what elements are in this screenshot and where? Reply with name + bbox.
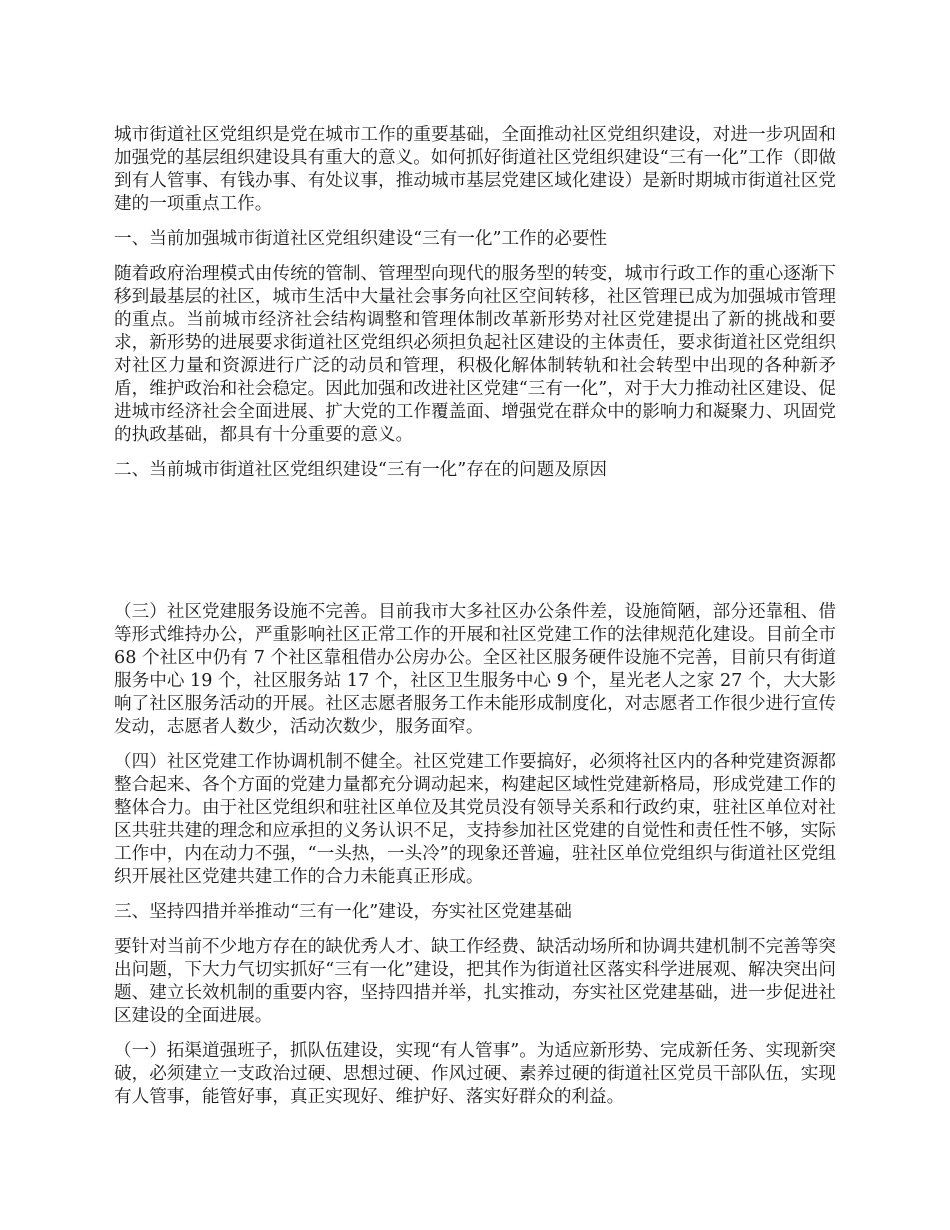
section-3-paragraph: 要针对当前不少地方存在的缺优秀人才、缺工作经费、缺活动场所和协调共建机制不完善等突出问题，下大力气切实抓好“三有一化”建设，把其作为街道社区落实科学进展观、解决突出问题、建立长效机制的重要内容，坚持四措并举，扎实推动，夯实社区党建基础，进一步促进社区建设的全面进展。: [114, 937, 836, 1026]
section-heading-3: 三、坚持四措并举推动“三有一化”建设，夯实社区党建基础: [114, 902, 572, 922]
section-1-paragraph: 随着政府治理模式由传统的管制、管理型向现代的服务型的转变，城市行政工作的重心逐渐下移到最基层的社区，城市生活中大量社会事务向社区空间转移，社区管理已成为加强城市管理的重点。当前城市经济社会结构调整和管理体制改革新形势对社区党建提出了新的挑战和要求，新形势的进展要求街道社区党组织必须担负起社区建设的主体责任，要求街道社区党组织对社区力量和资源进行广泛的动员和管理，积极化解体制转轨和社会转型中出现的各种新矛盾，维护政治和社会稳定。因此加强和改进社区党建“三有一化”，对于大力推动社区建设、促进城市经济社会全面进展、扩大党的工作覆盖面、增强党在群众中的影响力和凝聚力、巩固党的执政基础，都具有十分重要的意义。: [114, 264, 836, 445]
section-heading-1: 一、当前加强城市街道社区党组织建设“三有一化”工作的必要性: [114, 229, 608, 249]
document-body: [114, 124, 836, 1121]
intro-paragraph: 城市街道社区党组织是党在城市工作的重要基础，全面推动社区党组织建设，对进一步巩固和加强党的基层组织建设具有重大的意义。如何抓好街道社区党组织建设“三有一化”工作（即做到有人管事、有钱办事、有处议事，推动城市基层党建区域化建设）是新时期城市街道社区党建的一项重点工作。: [114, 125, 836, 214]
item-1-paragraph: （一）拓渠道强班子，抓队伍建设，实现“有人管事”。为适应新形势、完成新任务、实现新突破，必须建立一支政治过硬、思想过硬、作风过硬、素养过硬的街道社区党员干部队伍，实现有人管事，能管好事，真正实现好、维护好、落实好群众的利益。: [114, 1041, 836, 1107]
item-4-paragraph: （四）社区党建工作协调机制不健全。社区党建工作要搞好，必须将社区内的各种党建资源都整合起来、各个方面的党建力量都充分调动起来，构建起区域性党建新格局，形成党建工作的整体合力。由于社区党组织和驻社区单位及其党员没有领导关系和行政约束，驻社区单位对社区共驻共建的理念和应承担的义务认识不足，支持参加社区党建的自觉性和责任性不够，实际工作中，内在动力不强，“一头热，一头冷”的现象还普遍，驻社区单位党组织与街道社区党组织开展社区党建共建工作的合力未能真正形成。: [114, 752, 836, 887]
blank-gap: [114, 494, 836, 601]
section-heading-2: 二、当前城市街道社区党组织建设“三有一化”存在的问题及原因: [114, 460, 608, 480]
item-3-paragraph: （三）社区党建服务设施不完善。目前我市大多社区办公条件差，设施简陋，部分还靠租、借等形式维持办公，严重影响社区正常工作的开展和社区党建工作的法律规范化建设。目前全市 68 个社区中仍有 7 个社区靠租借办公房办公。全区社区服务硬件设施不完善，目前只有街道服务中心 19 个，社区服务站 17 个，社区卫生服务中心 9 个，星光老人之家 27 个，大大影响了社区服务活动的开展。社区志愿者服务工作未能形成制度化，对志愿者工作很少进行宣传发动，志愿者人数少，活动次数少，服务面窄。: [114, 602, 836, 737]
